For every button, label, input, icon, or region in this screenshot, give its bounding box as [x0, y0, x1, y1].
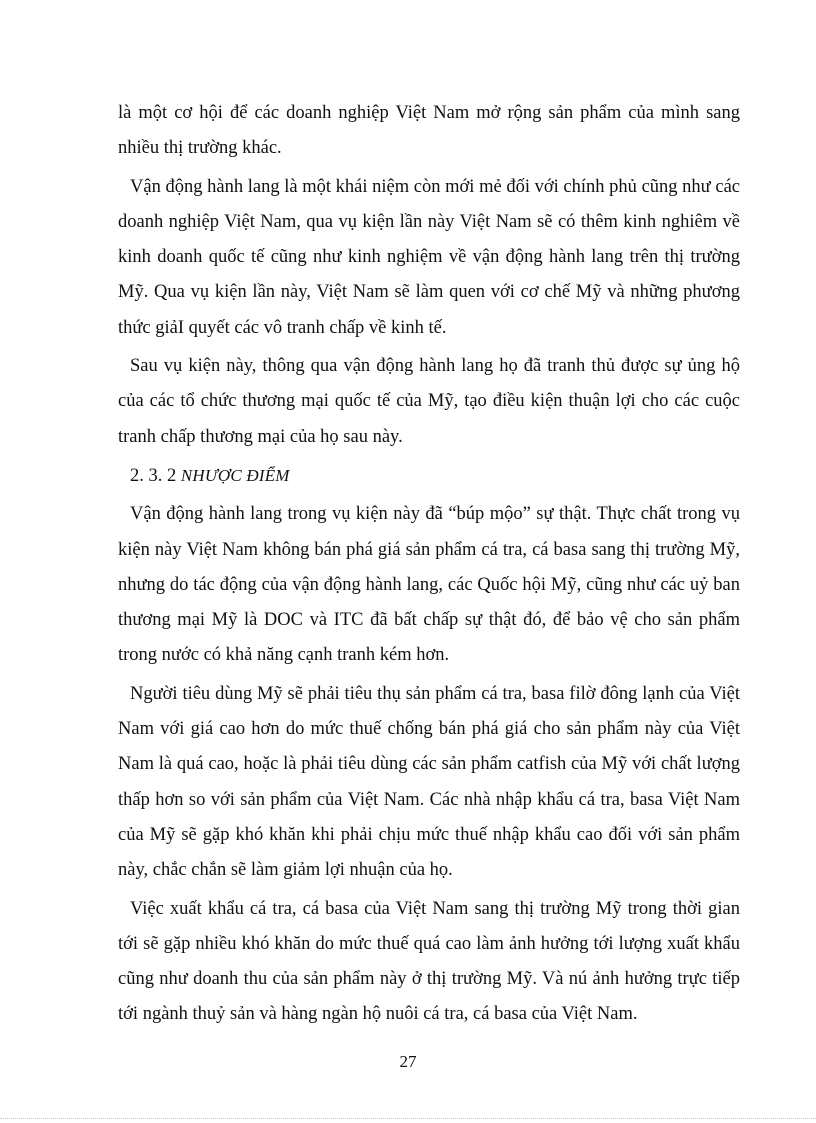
page-bottom-divider: [0, 1118, 816, 1119]
page-number: 27: [399, 1052, 417, 1071]
paragraph-distorted-truth: Vận động hành lang trong vụ kiện này đã “búp mộo” sự thật. Thực chất trong vụ kiện này Việt Nam không bán phá giá sản phẩm cá tra, cá basa sang thị trường Mỹ, nhưng do tác động của vận động hành lang, các Quốc hội Mỹ, cũng như các uỷ ban thương mại Mỹ là DOC và ITC đã bất chấp sự thật đó, để bảo vệ cho sản phẩm trong nước có khả năng cạnh tranh kém hơn.: [118, 504, 740, 666]
section-title: NHƯỢC ĐIỂM: [180, 465, 290, 485]
paragraph-after-lawsuit: Sau vụ kiện này, thông qua vận động hành lang họ đã tranh thủ được sự ủng hộ của các tổ chức thương mại quốc tế của Mỹ, tạo điều kiện thuận lợi cho các cuộc tranh chấp thương mại của họ sau này.: [118, 356, 740, 447]
body-text: [118, 96, 740, 1036]
paragraph-us-consumers: Người tiêu dùng Mỹ sẽ phải tiêu thụ sản phẩm cá tra, basa filờ đông lạnh của Việt Nam với giá cao hơn do mức thuế chống bán phá giá cho sản phẩm này của Việt Nam là quá cao, hoặc là phải tiêu dùng các sản phẩm catfish của Mỹ với chất lượng thấp hơn so với sản phẩm của Việt Nam. Các nhà nhập khẩu cá tra, basa Việt Nam của Mỹ sẽ gặp khó khăn khi phải chịu mức thuế nhập khẩu cao đối với sản phẩm này, chắc chắn sẽ làm giảm lợi nhuận của họ.: [118, 683, 740, 881]
paragraph-export-difficulties: Việc xuất khẩu cá tra, cá basa của Việt Nam sang thị trường Mỹ trong thời gian tới sẽ gặp nhiều khó khăn do mức thuế quá cao làm ảnh hưởng tới lượng xuất khẩu cũng như doanh thu của sản phẩm này ở thị trường Mỹ. Và nú ảnh hưởng trực tiếp tới ngành thuỷ sản và hàng ngàn hộ nuôi cá tra, cá basa của Việt Nam.: [118, 898, 740, 1025]
paragraph-continuation: là một cơ hội để các doanh nghiệp Việt Nam mở rộng sản phẩm của mình sang nhiều thị trường khác.: [118, 103, 740, 159]
section-heading: [118, 458, 740, 494]
paragraph-lobbying-concept: Vận động hành lang là một khái niệm còn mới mẻ đối với chính phủ cũng như các doanh nghiệp Việt Nam, qua vụ kiện lần này Việt Nam sẽ có thêm kinh nghiêm về kinh doanh quốc tế cũng như kinh nghiệm về vận động hành lang trên thị trường Mỹ. Qua vụ kiện lần này, Việt Nam sẽ làm quen với cơ chế Mỹ và những phương thức giảI quyết các vô tranh chấp về kinh tế.: [118, 176, 740, 338]
section-number: 2. 3. 2: [130, 465, 177, 486]
